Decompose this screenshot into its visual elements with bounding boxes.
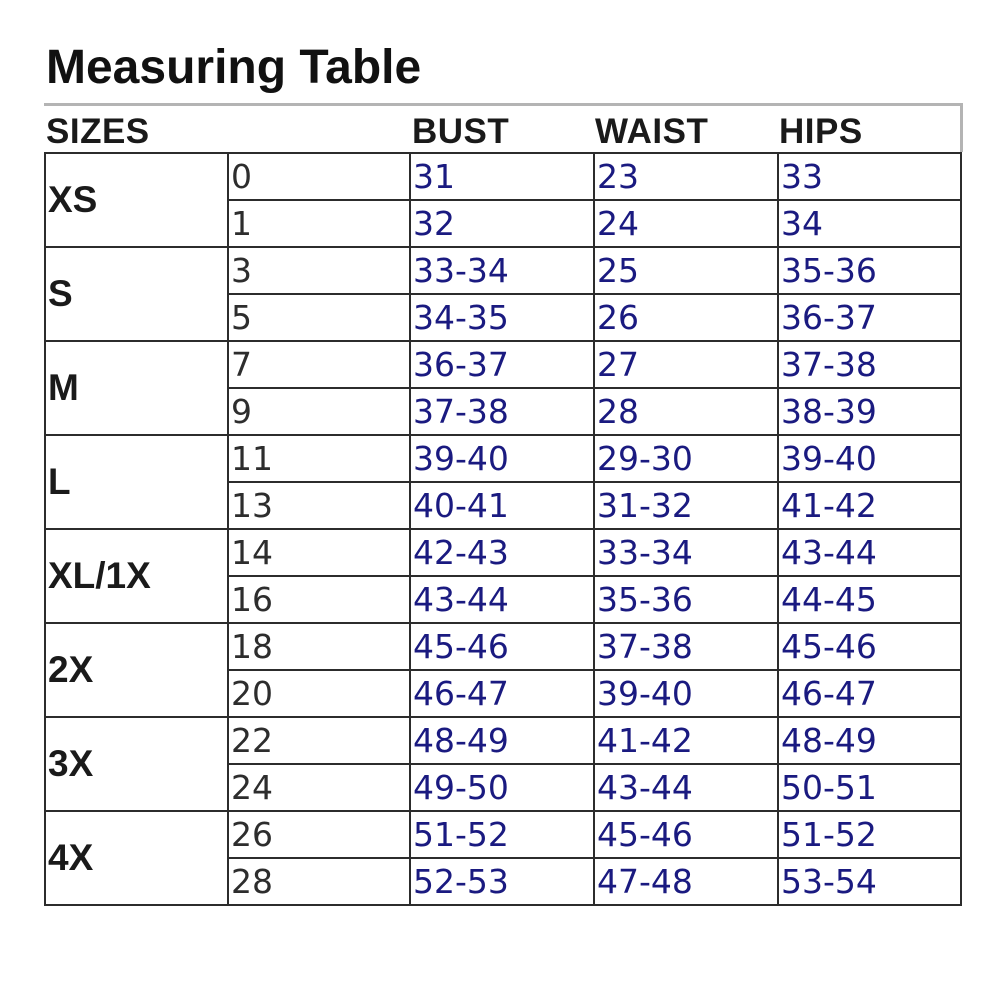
table-row (45, 623, 961, 670)
table-header (44, 103, 963, 152)
size-number-cell: 24 (228, 764, 410, 811)
size-number-cell: 16 (228, 576, 410, 623)
bust-cell: 34-35 (410, 294, 594, 341)
size-number-cell: 1 (228, 200, 410, 247)
hips-cell: 43-44 (778, 529, 961, 576)
table-row (45, 811, 961, 858)
hips-cell: 51-52 (778, 811, 961, 858)
hips-cell: 41-42 (778, 482, 961, 529)
size-number-cell: 14 (228, 529, 410, 576)
hips-cell: 38-39 (778, 388, 961, 435)
table-row (45, 529, 961, 576)
size-number-cell: 22 (228, 717, 410, 764)
waist-cell: 29-30 (594, 435, 778, 482)
bust-cell: 37-38 (410, 388, 594, 435)
bust-cell: 42-43 (410, 529, 594, 576)
waist-cell: 31-32 (594, 482, 778, 529)
size-number-cell: 13 (228, 482, 410, 529)
bust-cell: 45-46 (410, 623, 594, 670)
table-row (45, 717, 961, 764)
hips-cell: 50-51 (778, 764, 961, 811)
size-number-cell: 7 (228, 341, 410, 388)
hips-cell: 35-36 (778, 247, 961, 294)
bust-cell: 36-37 (410, 341, 594, 388)
header-sizes: SIZES (46, 112, 150, 151)
size-number-cell: 3 (228, 247, 410, 294)
waist-cell: 45-46 (594, 811, 778, 858)
size-cell: S (45, 247, 228, 341)
table-row (45, 153, 961, 200)
size-cell: 2X (45, 623, 228, 717)
size-cell: 3X (45, 717, 228, 811)
waist-cell: 33-34 (594, 529, 778, 576)
bust-cell: 52-53 (410, 858, 594, 905)
bust-cell: 43-44 (410, 576, 594, 623)
size-number-cell: 9 (228, 388, 410, 435)
size-cell: XS (45, 153, 228, 247)
header-bust: BUST (412, 112, 510, 151)
hips-cell: 36-37 (778, 294, 961, 341)
table-row (45, 341, 961, 388)
size-number-cell: 20 (228, 670, 410, 717)
hips-cell: 37-38 (778, 341, 961, 388)
size-cell: 4X (45, 811, 228, 905)
bust-cell: 46-47 (410, 670, 594, 717)
waist-cell: 41-42 (594, 717, 778, 764)
header-waist: WAIST (595, 112, 709, 151)
waist-cell: 43-44 (594, 764, 778, 811)
bust-cell: 32 (410, 200, 594, 247)
hips-cell: 33 (778, 153, 961, 200)
bust-cell: 39-40 (410, 435, 594, 482)
size-cell: L (45, 435, 228, 529)
hips-cell: 53-54 (778, 858, 961, 905)
waist-cell: 37-38 (594, 623, 778, 670)
size-number-cell: 26 (228, 811, 410, 858)
size-number-cell: 0 (228, 153, 410, 200)
waist-cell: 35-36 (594, 576, 778, 623)
table-row (45, 435, 961, 482)
size-number-cell: 5 (228, 294, 410, 341)
bust-cell: 51-52 (410, 811, 594, 858)
bust-cell: 40-41 (410, 482, 594, 529)
table-row (45, 247, 961, 294)
waist-cell: 24 (594, 200, 778, 247)
measuring-table (44, 152, 962, 906)
hips-cell: 46-47 (778, 670, 961, 717)
size-number-cell: 28 (228, 858, 410, 905)
waist-cell: 28 (594, 388, 778, 435)
size-cell: M (45, 341, 228, 435)
hips-cell: 44-45 (778, 576, 961, 623)
bust-cell: 48-49 (410, 717, 594, 764)
hips-cell: 45-46 (778, 623, 961, 670)
waist-cell: 26 (594, 294, 778, 341)
bust-cell: 31 (410, 153, 594, 200)
waist-cell: 47-48 (594, 858, 778, 905)
hips-cell: 48-49 (778, 717, 961, 764)
bust-cell: 49-50 (410, 764, 594, 811)
size-number-cell: 18 (228, 623, 410, 670)
bust-cell: 33-34 (410, 247, 594, 294)
waist-cell: 27 (594, 341, 778, 388)
size-cell: XL/1X (45, 529, 228, 623)
size-number-cell: 11 (228, 435, 410, 482)
hips-cell: 34 (778, 200, 961, 247)
waist-cell: 23 (594, 153, 778, 200)
page-title: Measuring Table (46, 41, 422, 94)
header-hips: HIPS (779, 112, 863, 151)
waist-cell: 25 (594, 247, 778, 294)
hips-cell: 39-40 (778, 435, 961, 482)
waist-cell: 39-40 (594, 670, 778, 717)
